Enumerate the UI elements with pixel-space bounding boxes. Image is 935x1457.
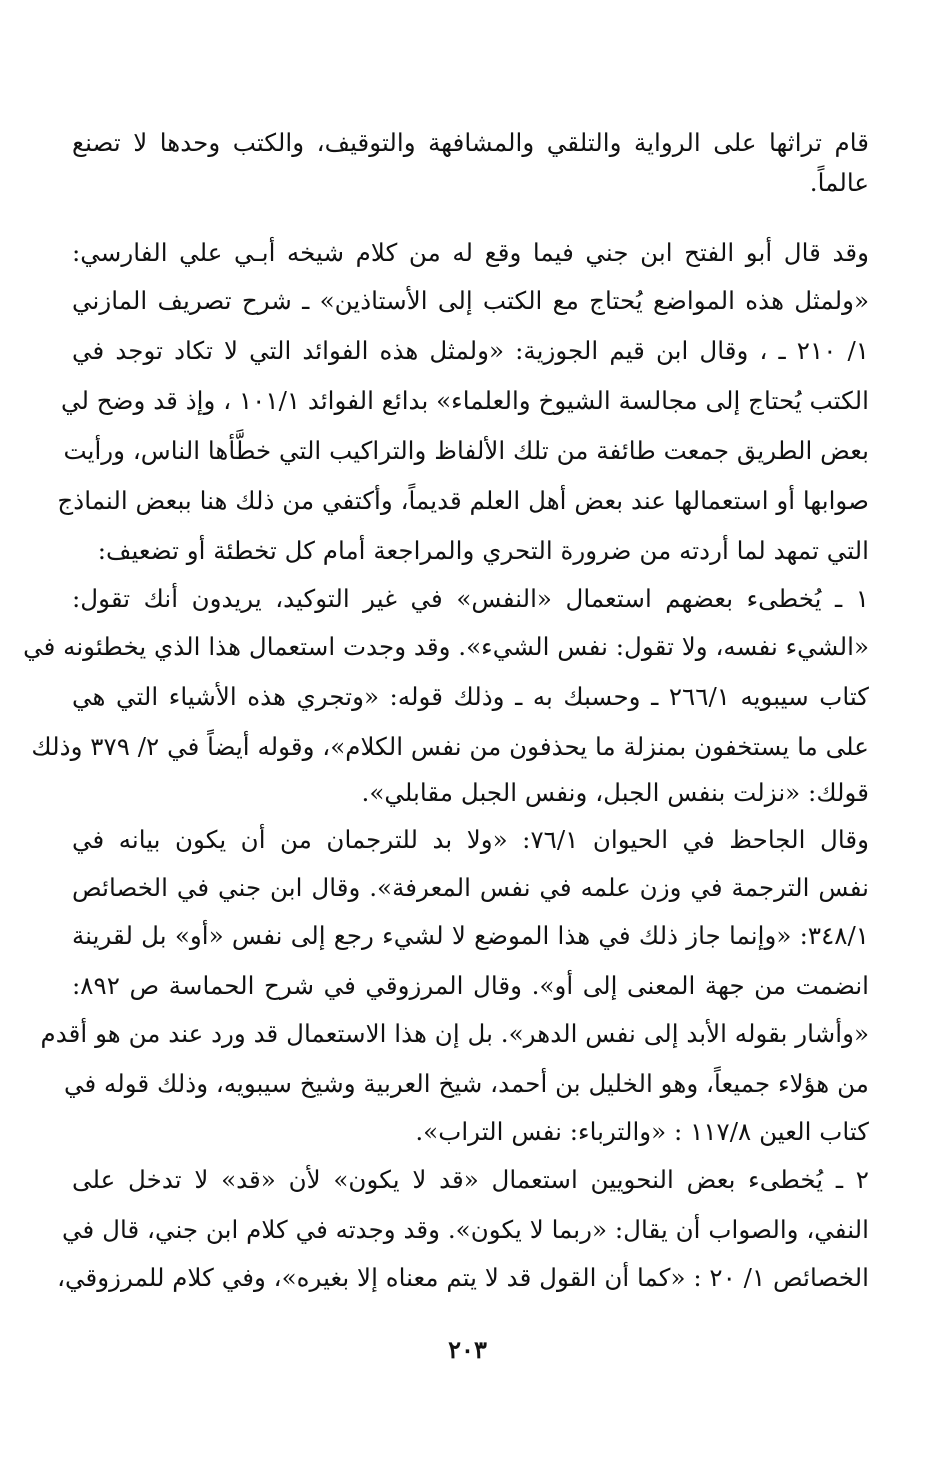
text-line: وقال الجاحظ في الحيوان ٧٦/١: «ولا بد للترجمان من أن يكون بيانه في	[72, 825, 869, 854]
text-line: كتاب سيبويه ٢٦٦/١ ـ وحسبك به ـ وذلك قوله: «وتجري هذه الأشياء التي هي	[72, 682, 869, 711]
text-line: الخصائص ١/ ٢٠ : «كما أن القول قد لا يتم معناه إلا بغيره»، وفي كلام للمرزوقي،	[57, 1263, 869, 1292]
text-line: ٣٤٨/١: «وإنما جاز ذلك في هذا الموضع لا لشيء رجع إلى نفس «أو» بل لقرينة	[72, 921, 869, 950]
text-line: صوابها أو استعمالها عند بعض أهل العلم قديماً، وأكتفي من ذلك هنا ببعض النماذج	[57, 486, 869, 515]
text-line: ١ ـ يُخطىء بعضهم استعمال «النفس» في غير التوكيد، يريدون أنك تقول:	[72, 584, 869, 613]
text-line: «الشيء نفسه، ولا تقول: نفس الشيء». وقد وجدت استعمال هذا الذي يخطئونه في	[23, 632, 869, 661]
text-line: قولك: «نزلت بنفس الجبل، ونفس الجبل مقابلي».	[361, 778, 869, 807]
text-line: التي تمهد لما أردته من ضرورة التحري والمراجعة أمام كل تخطئة أو تضعيف:	[97, 536, 869, 565]
text-line: كتاب العين ١١٧/٨ : «والترباء: نفس التراب».	[415, 1117, 869, 1146]
text-line: وقد قال أبو الفتح ابن جني فيما وقع له من كلام شيخه أبـي علي الفارسي:	[72, 238, 869, 267]
text-line: الكتب يُحتاج إلى مجالسة الشيوخ والعلماء» بدائع الفوائد ١٠١/١ ، وإذ قد وضح لي	[60, 386, 869, 415]
text-line: من هؤلاء جميعاً، وهو الخليل بن أحمد، شيخ العربية وشيخ سيبويه، وذلك قوله في	[63, 1069, 869, 1098]
text-line: «ولمثل هذه المواضع يُحتاج مع الكتب إلى الأستاذين» ـ شرح تصريف المازني	[72, 286, 869, 315]
text-line: على ما يستخفون بمنزلة ما يحذفون من نفس الكلام»، وقوله أيضاً في ٢/ ٣٧٩ وذلك	[31, 732, 869, 761]
text-line: نفس الترجمة في وزن علمه في نفس المعرفة». وقال ابن جني في الخصائص	[72, 873, 869, 902]
page-number: ٢٠٣	[448, 1335, 487, 1364]
text-line: بعض الطريق جمعت طائفة من تلك الألفاظ والتراكيب التي خطَّأها الناس، ورأيت	[63, 436, 869, 465]
text-line: قام تراثها على الرواية والتلقي والمشافهة والتوقيف، والكتب وحدها لا تصنع	[72, 128, 869, 157]
text-line: «وأشار بقوله الأبد إلى نفس الدهر». بل إن هذا الاستعمال قد ورد عند من هو أقدم	[40, 1019, 869, 1048]
text-line: النفي، والصواب أن يقال: «ربما لا يكون». وقد وجدته في كلام ابن جني، قال في	[62, 1215, 869, 1244]
text-line: ١/ ٢١٠ ـ ، وقال ابن قيم الجوزية: «ولمثل هذه الفوائد التي لا تكاد توجد في	[72, 336, 869, 365]
text-line: انضمت من جهة المعنى إلى أو». وقال المرزوقي في شرح الحماسة ص ٨٩٢:	[72, 971, 869, 1000]
text-line: ٢ ـ يُخطىء بعض النحويين استعمال «قد لا يكون» لأن «قد» لا تدخل على	[72, 1165, 869, 1194]
text-line: عالماً.	[809, 168, 869, 197]
